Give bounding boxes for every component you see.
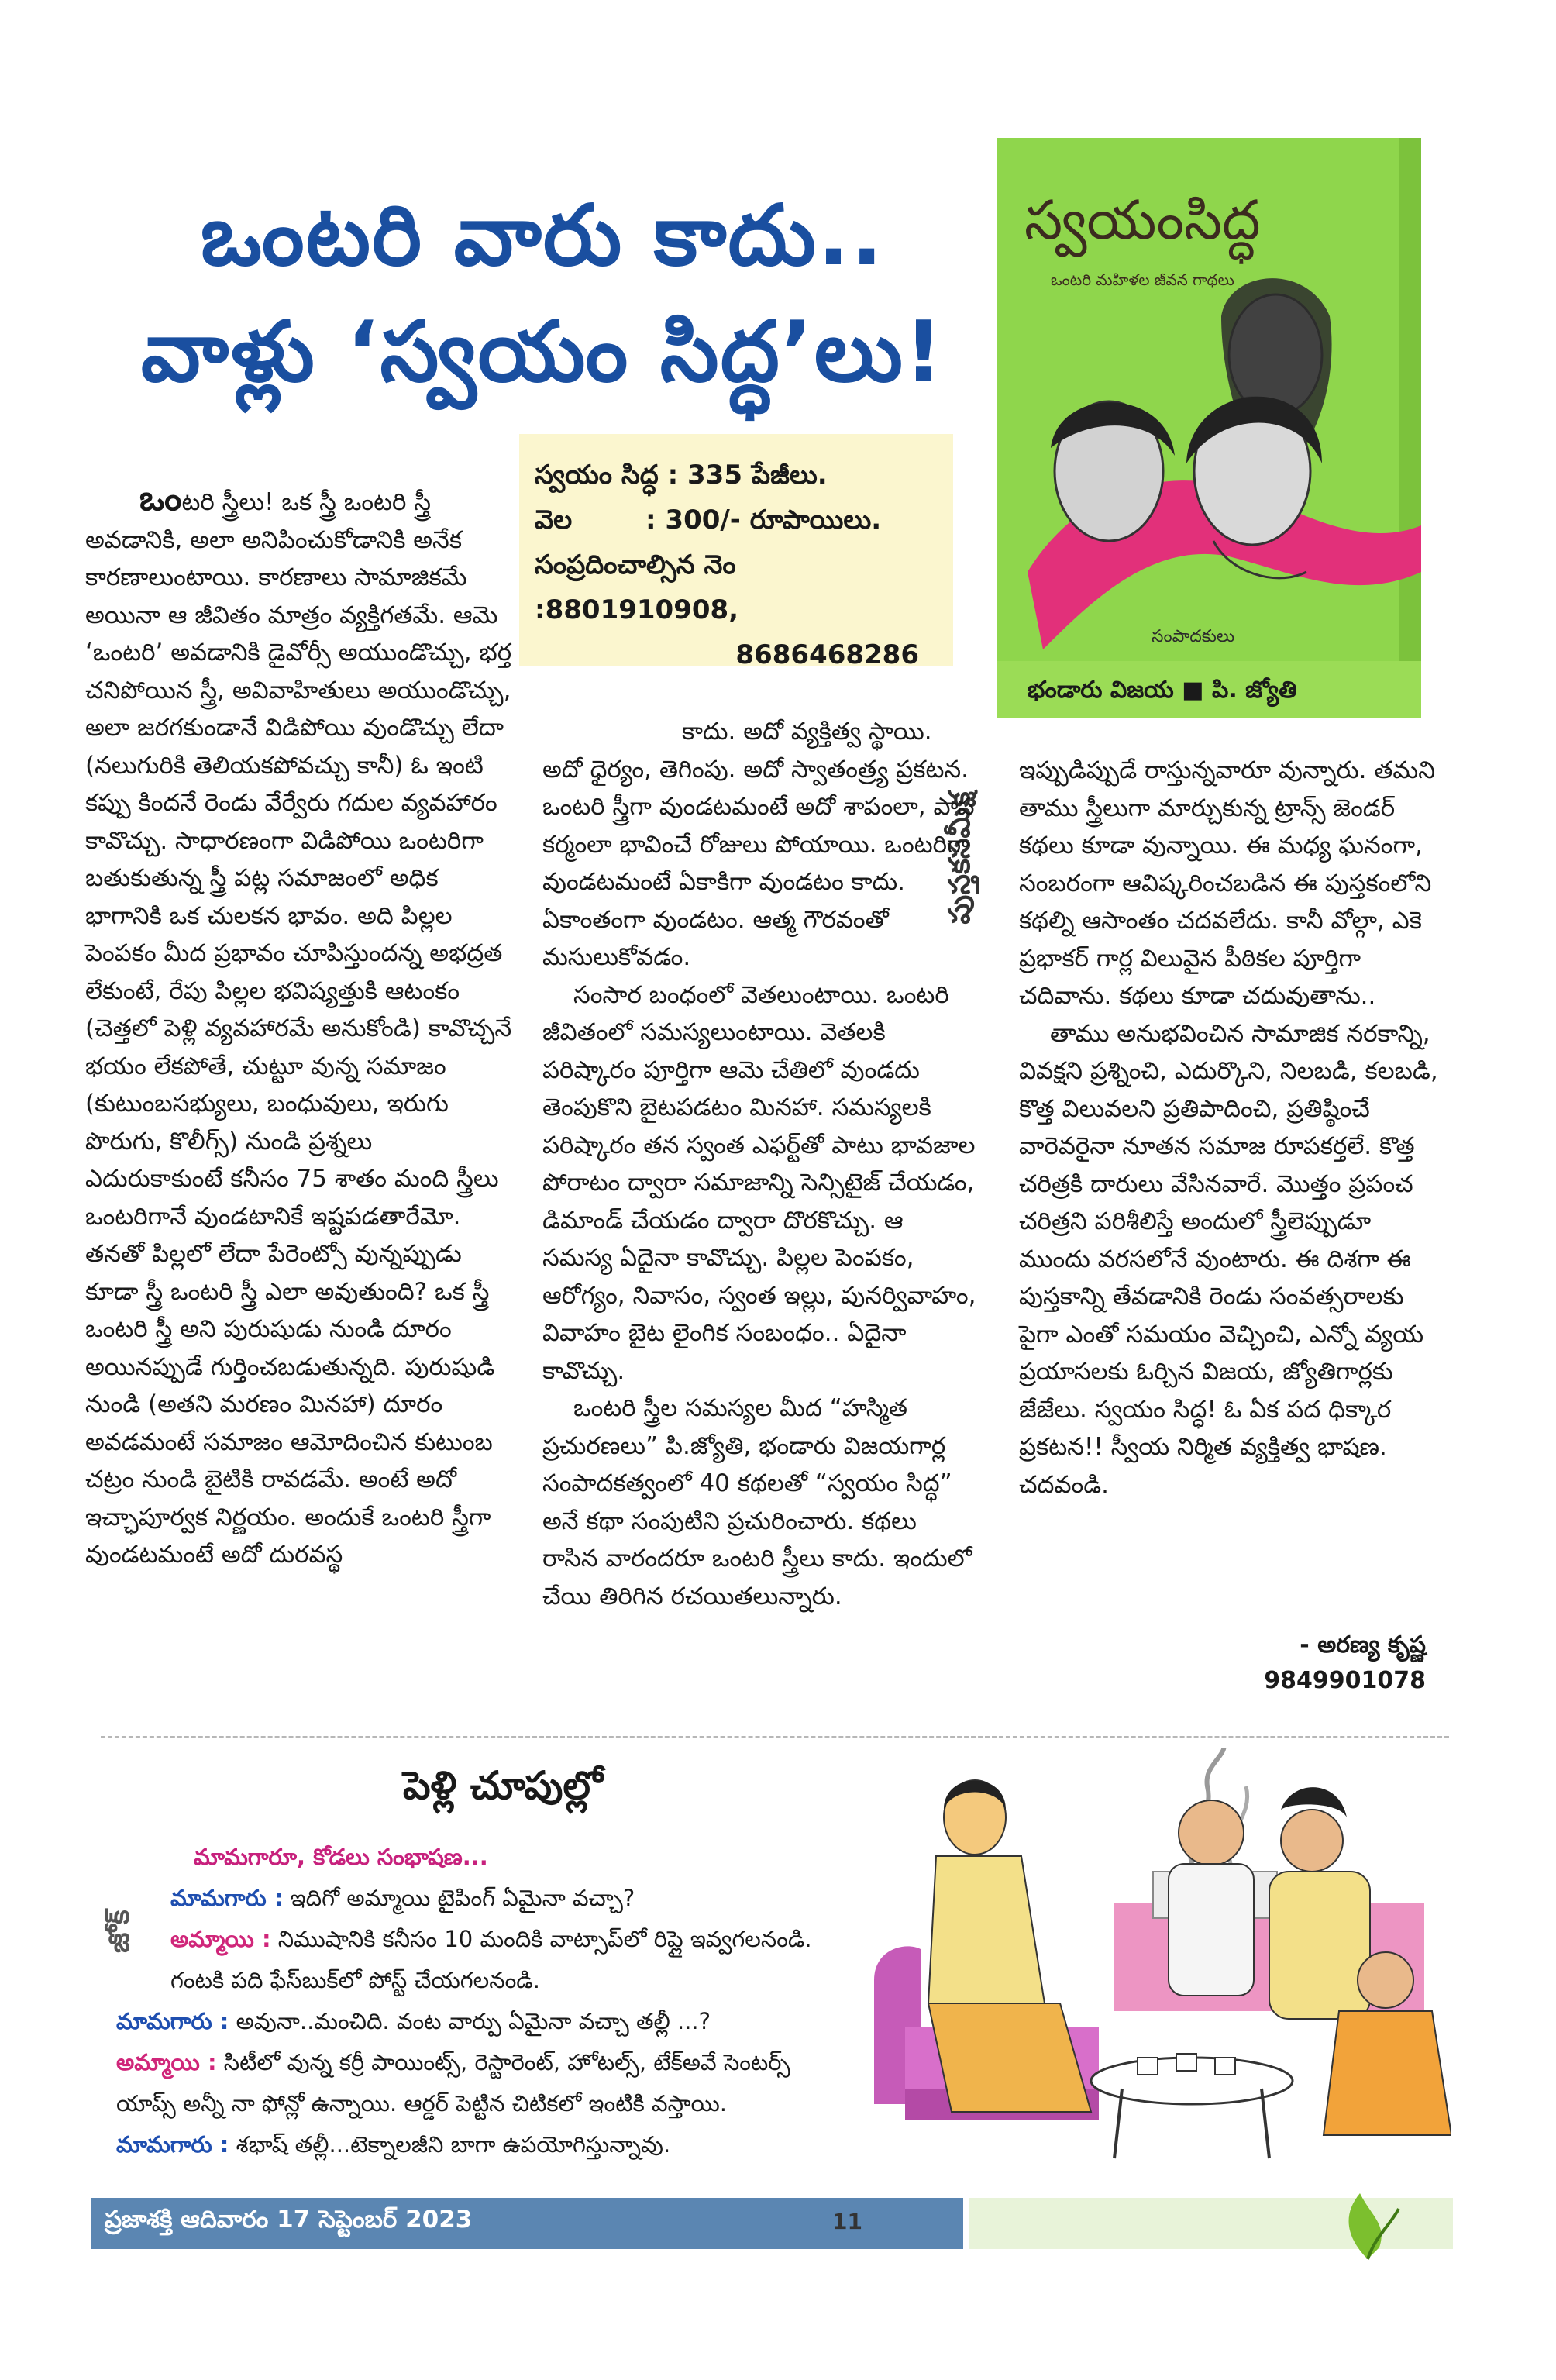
article-paragraph — [85, 480, 515, 1574]
article-paragraph: ఇప్పుడిప్పుడే రాస్తున్నవారూ వున్నారు. తమని తాము స్త్రీలుగా మార్చుకున్న ట్రాన్స్ జెండర్ కథలు కూడా వున్నాయి. ఈ మధ్య ఘనంగా, సంబరంగా ఆవిష్కరించబడిన ఈ పుస్తకంలోని కథల్ని ఆసాంతం చదవలేదు. కానీ వోల్గా, ఎకె ప్రభాకర్ గార్ల విలువైన పీఠికల పూర్తిగా చదివాను. కథలు కూడా చదువుతాను.. — [1019, 756, 1435, 1010]
book-cover — [997, 138, 1421, 718]
article-paragraph: సంసార బంధంలో వెతలుంటాయి. ఒంటరి జీవితంలో సమస్యలుంటాయి. వెతలకి పరిష్కారం పూర్తిగా ఆమె చేతిలో వుండదు తెంపుకొని బైటపడటం మినహా. సమస్యలకి పరిష్కారం తన స్వంత ఎఫర్ట్‌తో పాటు భావజాల పోరాటం ద్వారా సమాజాన్ని సెన్సిటైజ్ చేయడం, డిమాండ్ చేయడం ద్వారా దొరకొచ్చు. ఆ సమస్య ఏదైనా కావొచ్చు. పిల్లల పెంపకం, ఆరోగ్యం, నివాసం, స్వంత ఇల్లు, పునర్వివాహం, వివాహం బైట లైంగిక సంబంధం.. ఏదైనా కావొచ్చు. — [542, 980, 976, 1385]
section-divider — [101, 1736, 1449, 1738]
dialog-text: శభాష్ తల్లీ...టెక్నాలజీని బాగా ఉపయోగిస్తున్నావు. — [229, 2131, 671, 2158]
book-contact-2: 8686468286 — [735, 639, 919, 670]
cartoon-illustration — [859, 1748, 1451, 2170]
dialog-line — [116, 2001, 845, 2042]
article-paragraph: ఒంటరి స్త్రీల సమస్యల మీద “హస్మిత ప్రచురణలు” పి.జ్యోతి, భండారు విజయగార్ల సంపాదకత్వంలో 40 కథలతో “స్వయం సిద్ధ” అనే కథా సంపుటిని ప్రచురించారు. కథలు రాసిన వారందరూ ఒంటరి స్త్రీలు కాదు. ఇందులో చేయి తిరిగిన రచయితలున్నారు. — [542, 1394, 972, 1610]
dialog-line — [116, 1878, 845, 1919]
joke-intro: మామగారూ, కోడలు సంభాషణ... — [194, 1844, 488, 1870]
dialog-speaker: మామగారు : — [116, 2008, 229, 2034]
dialog-line — [116, 1919, 845, 2001]
headline — [85, 178, 1000, 411]
book-contact: సంప్రదించాల్సిన నెం :8801910908, — [535, 549, 739, 625]
headline-line-2: వాళ్లు ‘స్వయం సిద్ధ’లు! — [140, 304, 945, 401]
book-cover-art — [997, 138, 1421, 718]
cartoon-art — [859, 1748, 1451, 2170]
dialog-text: సిటీలో వున్న కర్రీ పాయింట్స్, రెస్టారెంట్, హోటల్స్, టేక్‌అవే సెంటర్స్ యాప్స్ అన్నీ నా ఫోన్లో ఉన్నాయి. ఆర్డర్ పెట్టిన చిటికలో ఇంటికి వస్తాయి. — [116, 2049, 790, 2117]
article-col1-text: టరి స్త్రీలు! ఒక స్త్రీ ఒంటరి స్త్రీ అవడానికి, అలా అనిపించుకోడానికి అనేక కారణాలుంటాయి. కారణాలు సామాజికమే అయినా ఆ జీవితం మాత్రం వ్యక్తిగతమే. ఆమె ‘ఒంటరి’ అవడానికి డైవోర్సీ అయుండొచ్చు, భర్త చనిపోయిన స్త్రీ, అవివాహితులు అయుండొచ్చు, అలా జరగకుండానే విడిపోయి వుండొచ్చు లేదా (నలుగురికి తెలియకపోవచ్చు కానీ) ఓ ఇంటి కప్పు కిందనే రెండు వేర్వేరు గదుల వ్యవహారం కావొచ్చు. సాధారణంగా విడిపోయి ఒంటరిగా బతుకుతున్న స్త్రీ పట్ల సమాజంలో అధిక భాగానికి ఒక చులకన భావం. అది పిల్లల పెంపకం మీద ప్రభావం చూపిస్తుందన్న అభద్రత లేకుంటే, రేపు పిల్లల భవిష్యత్తుకి ఆటంకం (చెత్తలో పెళ్లి వ్యవహారమే అనుకోండి) కావొచ్చనే భయం లేకపోతే, చుట్టూ వున్న సమాజం (కుటుంబసభ్యులు, బంధువులు, ఇరుగు పొరుగు, కొలీగ్స్) నుండి ప్రశ్నలు ఎదురుకాకుంటే కనీసం 75 శాతం మంది స్త్రీలు ఒంటరిగానే వుండటానికే ఇష్టపడతారేమో. తనతో పిల్లలో లేదా పేరెంట్సో వున్నప్పుడు కూడా స్త్రీ ఒంటరి స్త్రీ ఎలా అవుతుంది? ఒక స్త్రీ ఒంటరి స్త్రీ అని పురుషుడు నుండి దూరం అయినప్పుడే గుర్తించబడుతున్నది. పురుషుడి నుండి (అతని మరణం మినహా) దూరం అవడమంటే సమాజం ఆమోదించిన కుటుంబ చట్రం నుండి బైటికి రావడమే. అంటే అదో ఇచ్ఛాపూర్వక నిర్ణయం. అందుకే ఒంటరి స్త్రీగా వుండటమంటే అదో దురవస్థ — [85, 488, 512, 1569]
book-info-box — [519, 434, 953, 670]
cover-editors: భండారు విజయ ■ పి. జ్యోతి — [1028, 677, 1297, 704]
drop-cap: ఒం — [139, 479, 182, 518]
book-pages: స్వయం సిద్ధ : 335 పేజీలు. — [535, 460, 828, 491]
article-paragraph: కాదు. అదో వ్యక్తిత్వ స్థాయి. అదో ధైర్యం, తెగింపు. అదో స్వాతంత్ర్య ప్రకటన. ఒంటరి స్త్రీగా వుండటమంటే అదో శాపంలా, పాప కర్మంలా భావించే రోజులు పోయాయి. ఒంటరిగా వుండటమంటే ఏకాకిగా వుండటం కాదు. ఏకాంతంగా వుండటం. ఆత్మ గౌరవంతో మసులుకోవడం. — [542, 718, 975, 971]
article-column-1 — [85, 480, 515, 1574]
dialog-line — [116, 2042, 845, 2124]
dialog-text: అవునా..మంచిది. వంట వార్పు ఏమైనా వచ్చా తల్లీ ...? — [229, 2008, 711, 2034]
article-column-2 — [542, 713, 976, 1615]
author-phone: 9849901078 — [1264, 1667, 1426, 1694]
dialog-line — [116, 2124, 845, 2165]
article-paragraph: తాము అనుభవించిన సామాజిక నరకాన్ని, వివక్షని ప్రశ్నించి, ఎదుర్కొని, నిలబడి, కలబడి, కొత్త విలువలని ప్రతిపాదించి, ప్రతిష్ఠించే వారెవరైనా నూతన సమాజ రూపకర్తలే. కొత్త చరిత్రకి దారులు వేసినవారే. మొత్తం ప్రపంచ చరిత్రని పరిశీలిస్తే అందులో స్త్రీలెప్పుడూ ముందు వరసలోనే వుంటారు. ఈ దిశగా ఈ పుస్తకాన్ని తేవడానికి రెండు సంవత్సరాలకు పైగా ఎంతో సమయం వెచ్చించి, ఎన్నో వ్యయ ప్రయాసలకు ఓర్చిన విజయ, జ్యోతిగార్లకు జేజేలు. స్వయం సిద్ధ! ఓ ఏక పద ధిక్కార ప్రకటన!! స్వీయ నిర్మిత వ్యక్తిత్వ భాషణ. చదవండి. — [1019, 1019, 1438, 1499]
article-column-3 — [1019, 752, 1449, 1503]
dialog-text: ఇదిగో అమ్మాయి టైపింగ్ ఏమైనా వచ్చా? — [283, 1885, 635, 1911]
cover-title: స్వయంసిద్ధ — [1024, 188, 1261, 252]
book-price: వెల : 300/- రూపాయిలు. — [535, 505, 882, 536]
cover-editors-label: సంపాదకులు — [1152, 627, 1235, 646]
leaf-logo-icon — [1333, 2185, 1403, 2266]
joke-dialog — [116, 1837, 845, 2165]
page-number: 11 — [832, 2209, 862, 2234]
dialog-speaker: మామగారు : — [170, 1885, 284, 1911]
author-signature — [1131, 1627, 1426, 1699]
dialog-speaker: అమ్మాయి : — [170, 1926, 271, 1952]
dialog-speaker: మామగారు : — [116, 2131, 229, 2158]
author-name: - అరణ్య కృష్ణ — [1300, 1631, 1426, 1658]
headline-line-1: ఒంటరి వారు కాదు.. — [200, 188, 885, 284]
joke-title: పెళ్లి చూపుల్లో — [403, 1763, 603, 1808]
dialog-speaker: అమ్మాయి : — [116, 2049, 217, 2075]
section-label-text: పుస్తకసమీక్ష — [942, 791, 976, 925]
dialog-text: నిముషానికి కనీసం 10 మందికి వాట్సాప్‌లో రిప్లై ఇవ్వగలనండి. గంటకి పది ఫేస్‌బుక్‌లో పోస్ట్ చేయగలనండి. — [170, 1926, 812, 1993]
joke-badge-text: జోక్ — [104, 1910, 136, 1953]
cover-subtitle: ఒంటరి మహిళల జీవన గాథలు — [1051, 270, 1234, 289]
footer-text: ప్రజాశక్తి ఆదివారం 17 సెప్టెంబర్ 2023 — [105, 2206, 473, 2234]
